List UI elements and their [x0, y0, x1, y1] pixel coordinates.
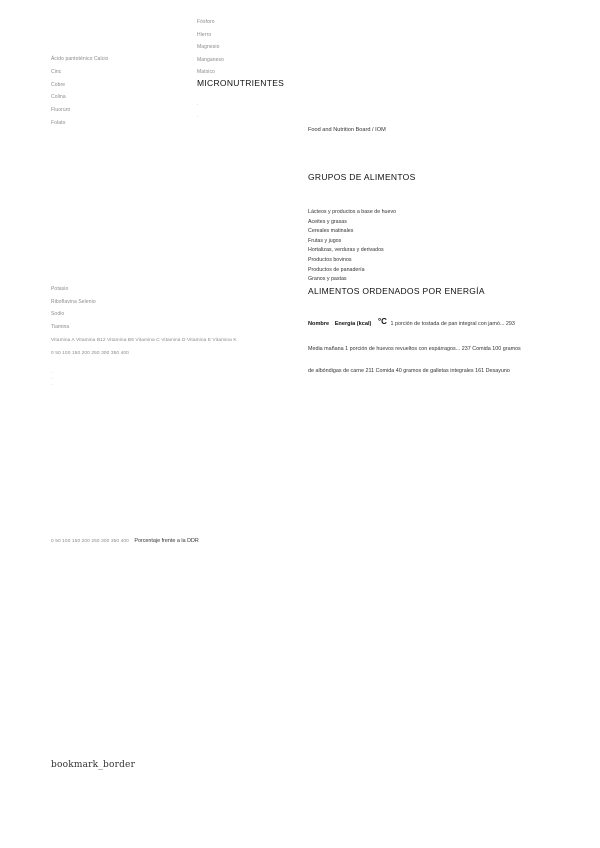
mineral-label: Hierro [197, 31, 212, 38]
nutrient-label: Tiamina [51, 323, 70, 330]
mineral-label: Folato [51, 119, 66, 126]
food-groups-list [308, 208, 396, 285]
nutrient-label: Riboflavina Selenio [51, 298, 96, 305]
axis-title: Porcentaje frente a la DDR [134, 538, 199, 544]
micro-minerals-right [197, 19, 224, 82]
column-header-energia: Energía (kcal) [334, 321, 372, 327]
energy-line: Media mañana 1 porción de huevos revueltos con espárragos... 237 Comida 100 gramos [308, 346, 521, 352]
nutrient-label: Sodio [51, 311, 65, 317]
mineral-label: Magnesio [197, 44, 220, 50]
energy-table-header [308, 318, 515, 327]
list-item: Granos y pastas [308, 276, 347, 283]
list-item: Productos de panadería [308, 266, 365, 273]
mineral-label: Ácido pantoténico Calcio [51, 56, 109, 62]
mineral-label: Fósforo [197, 19, 215, 25]
ordenados-heading: ALIMENTOS ORDENADOS POR ENERGÍA [308, 286, 485, 296]
list-item: Hortalizas, verduras y derivados [308, 247, 384, 254]
dot-marker: . [197, 101, 199, 107]
mineral-label: Cobre [51, 81, 66, 88]
mineral-label: Matsico [197, 69, 215, 75]
source-note: Food and Nutrition Board / IOM [308, 127, 386, 133]
micronutrientes-heading: MICRONUTRIENTES [197, 78, 285, 88]
mineral-label: Fluoruro [51, 107, 71, 114]
lower-left-labels [51, 286, 96, 336]
mineral-label: Cinc [51, 68, 62, 75]
mineral-label: Colina [51, 94, 66, 101]
axis-ticks: 0 50 100 150 200 250 300 350 400 [51, 351, 129, 356]
dot-marker: . [197, 113, 199, 119]
list-item: Lácteos y productos a base de huevo [308, 209, 397, 215]
nutrient-label: Potasio [51, 286, 69, 292]
column-header-nombre: Nombre [308, 321, 330, 327]
dot-marker: . [51, 369, 53, 375]
list-item: Aceites y grasas [308, 218, 347, 225]
list-item: Frutas y jugos [308, 237, 342, 244]
mineral-label: Manganeso [197, 56, 225, 63]
grupos-heading: GRUPOS DE ALIMENTOS [308, 172, 416, 182]
axis-row-bottom [51, 529, 199, 547]
bookmark-border-icon[interactable]: bookmark_border [51, 760, 136, 770]
micro-minerals-left [51, 56, 108, 133]
degree-marker: °C [377, 317, 387, 326]
axis-ticks: 0 50 100 150 200 250 300 350 400 [51, 539, 129, 544]
dot-marker: . [51, 375, 53, 381]
energy-line: de albóndigas de carne 211 Comida 40 gramos de galletas integrales 161 Desayuno [308, 368, 510, 374]
list-item: Cereales matinales [308, 228, 354, 235]
vitamins-row: Vitamina A Vitamina B12 Vitamina B6 Vitamina C Vitamina D Vitamina E Vitamina K [51, 338, 237, 343]
list-item: Productos bovinos [308, 256, 352, 263]
energy-first-row: 1 porción de tostada de pan integral con jamó... 293 [390, 321, 515, 327]
dot-marker: . [51, 381, 53, 387]
